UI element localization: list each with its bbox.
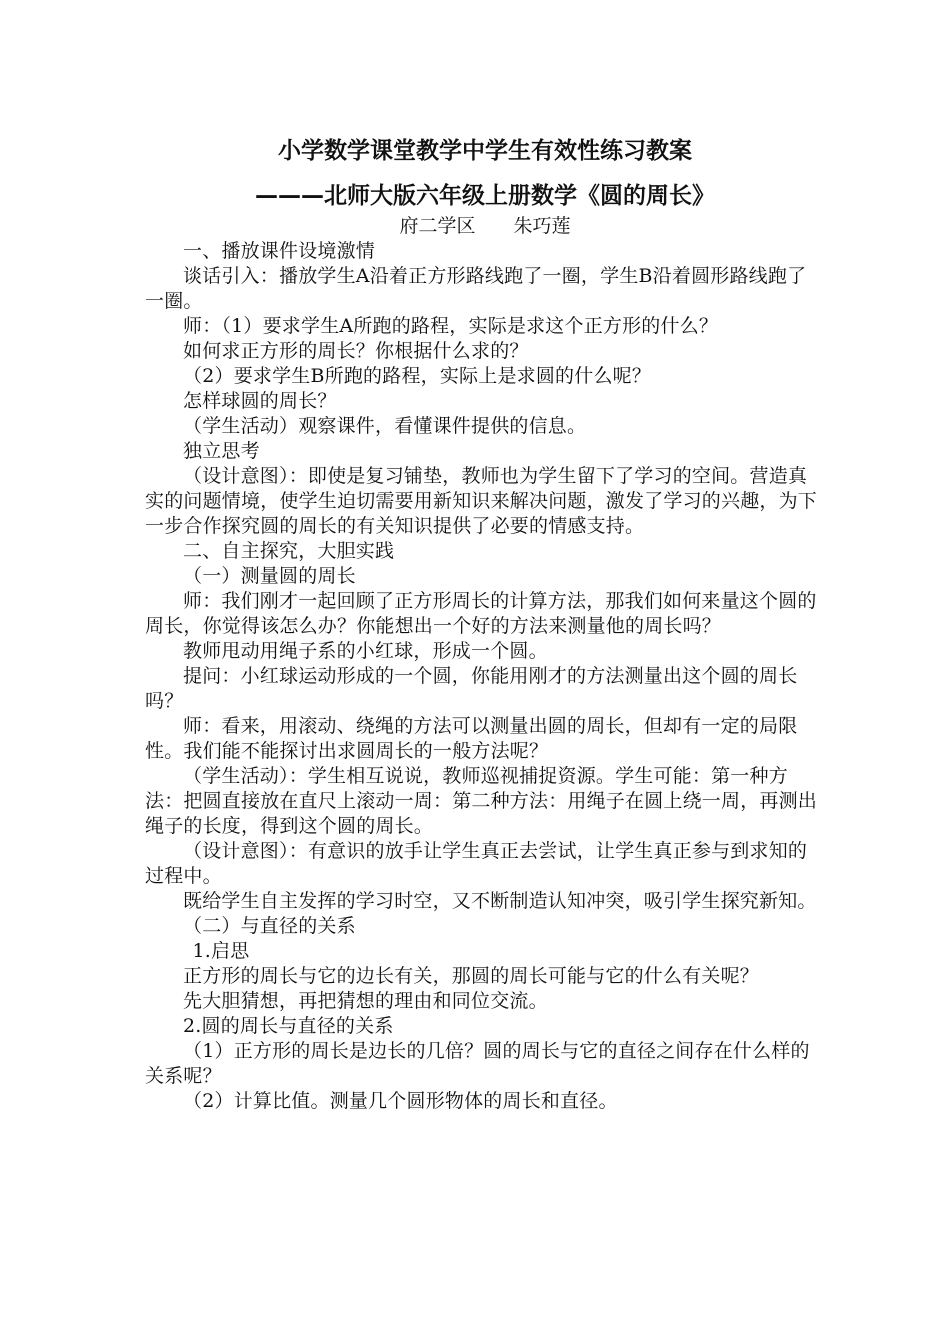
- list-item: 2.圆的周长与直径的关系: [183, 1015, 394, 1037]
- paragraph: 如何求正方形的周长？你根据什么求的？: [183, 340, 529, 362]
- paragraph: 教师甩动用绳子系的小红球，形成一个圆。: [183, 640, 548, 662]
- section-heading-2: 二、自主探究，大胆实践: [183, 540, 395, 562]
- subsection-heading: （二）与直径的关系: [183, 915, 356, 937]
- paragraph: 怎样球圆的周长？: [183, 390, 337, 412]
- paragraph: 提问：小红球运动形成的一个圆，你能用刚才的方法测量出这个圆的周长吗？: [145, 665, 798, 712]
- document-body: [145, 239, 825, 1114]
- paragraph: （学生活动）观察课件，看懂课件提供的信息。: [183, 415, 587, 437]
- paragraph: （2）要求学生B所跑的路程，实际上是求圆的什么呢？: [183, 365, 652, 387]
- paragraph: 谈话引入：播放学生A沿着正方形路线跑了一圈，学生B沿着圆形路线跑了一圈。: [145, 265, 807, 312]
- paragraph: （学生活动）：学生相互说说，教师巡视捕捉资源。学生可能：第一种方法：把圆直接放在直尺上滚动一周：第二种方法：用绳子在圆上绕一周，再测出绳子的长度，得到这个圆的周长。: [145, 765, 818, 837]
- paragraph: （1）正方形的周长是边长的几倍？圆的周长与它的直径之间存在什么样的关系呢？: [145, 1040, 810, 1087]
- paragraph: （设计意图）：有意识的放手让学生真正去尝试，让学生真正参与到求知的过程中。: [145, 840, 808, 887]
- paragraph: （设计意图）：即使是复习铺垫，教师也为学生留下了学习的空间。营造真实的问题情境，使学生迫切需要用新知识来解决问题，激发了学习的兴趣，为下一步合作探究圆的周长的有关知识提供了必要的情感支持。: [145, 465, 818, 537]
- paragraph: 师：看来，用滚动、绕绳的方法可以测量出圆的周长，但却有一定的局限性。我们能不能探讨出求圆周长的一般方法呢？: [145, 715, 798, 762]
- document-subtitle: ———北师大版六年级上册数学《圆的周长》: [255, 183, 715, 209]
- section-heading-1: 一、播放课件设境激情: [183, 240, 376, 262]
- paragraph: 既给学生自主发挥的学习时空，又不断制造认知冲突，吸引学生探究新知。: [183, 890, 817, 912]
- document-page: [145, 134, 825, 1114]
- paragraph: 师：我们刚才一起回顾了正方形周长的计算方法，那我们如何来量这个圆的周长，你觉得该怎么办？你能想出一个好的方法来测量他的周长吗？: [145, 590, 817, 637]
- paragraph: 正方形的周长与它的边长有关，那圆的周长可能与它的什么有关呢？: [183, 965, 760, 987]
- subsection-heading: （一）测量圆的周长: [183, 565, 356, 587]
- paragraph: （2）计算比值。测量几个圆形物体的周长和直径。: [183, 1090, 618, 1112]
- document-title: 小学数学课堂教学中学生有效性练习教案: [278, 138, 692, 164]
- paragraph: 先大胆猜想，再把猜想的理由和同位交流。: [183, 990, 548, 1012]
- paragraph: 独立思考: [183, 440, 260, 462]
- paragraph: 师：（1）要求学生A所跑的路程，实际是求这个正方形的什么？: [183, 315, 719, 337]
- list-item: 1.启思: [192, 940, 250, 962]
- author-line: 府二学区 朱巧莲: [399, 215, 571, 237]
